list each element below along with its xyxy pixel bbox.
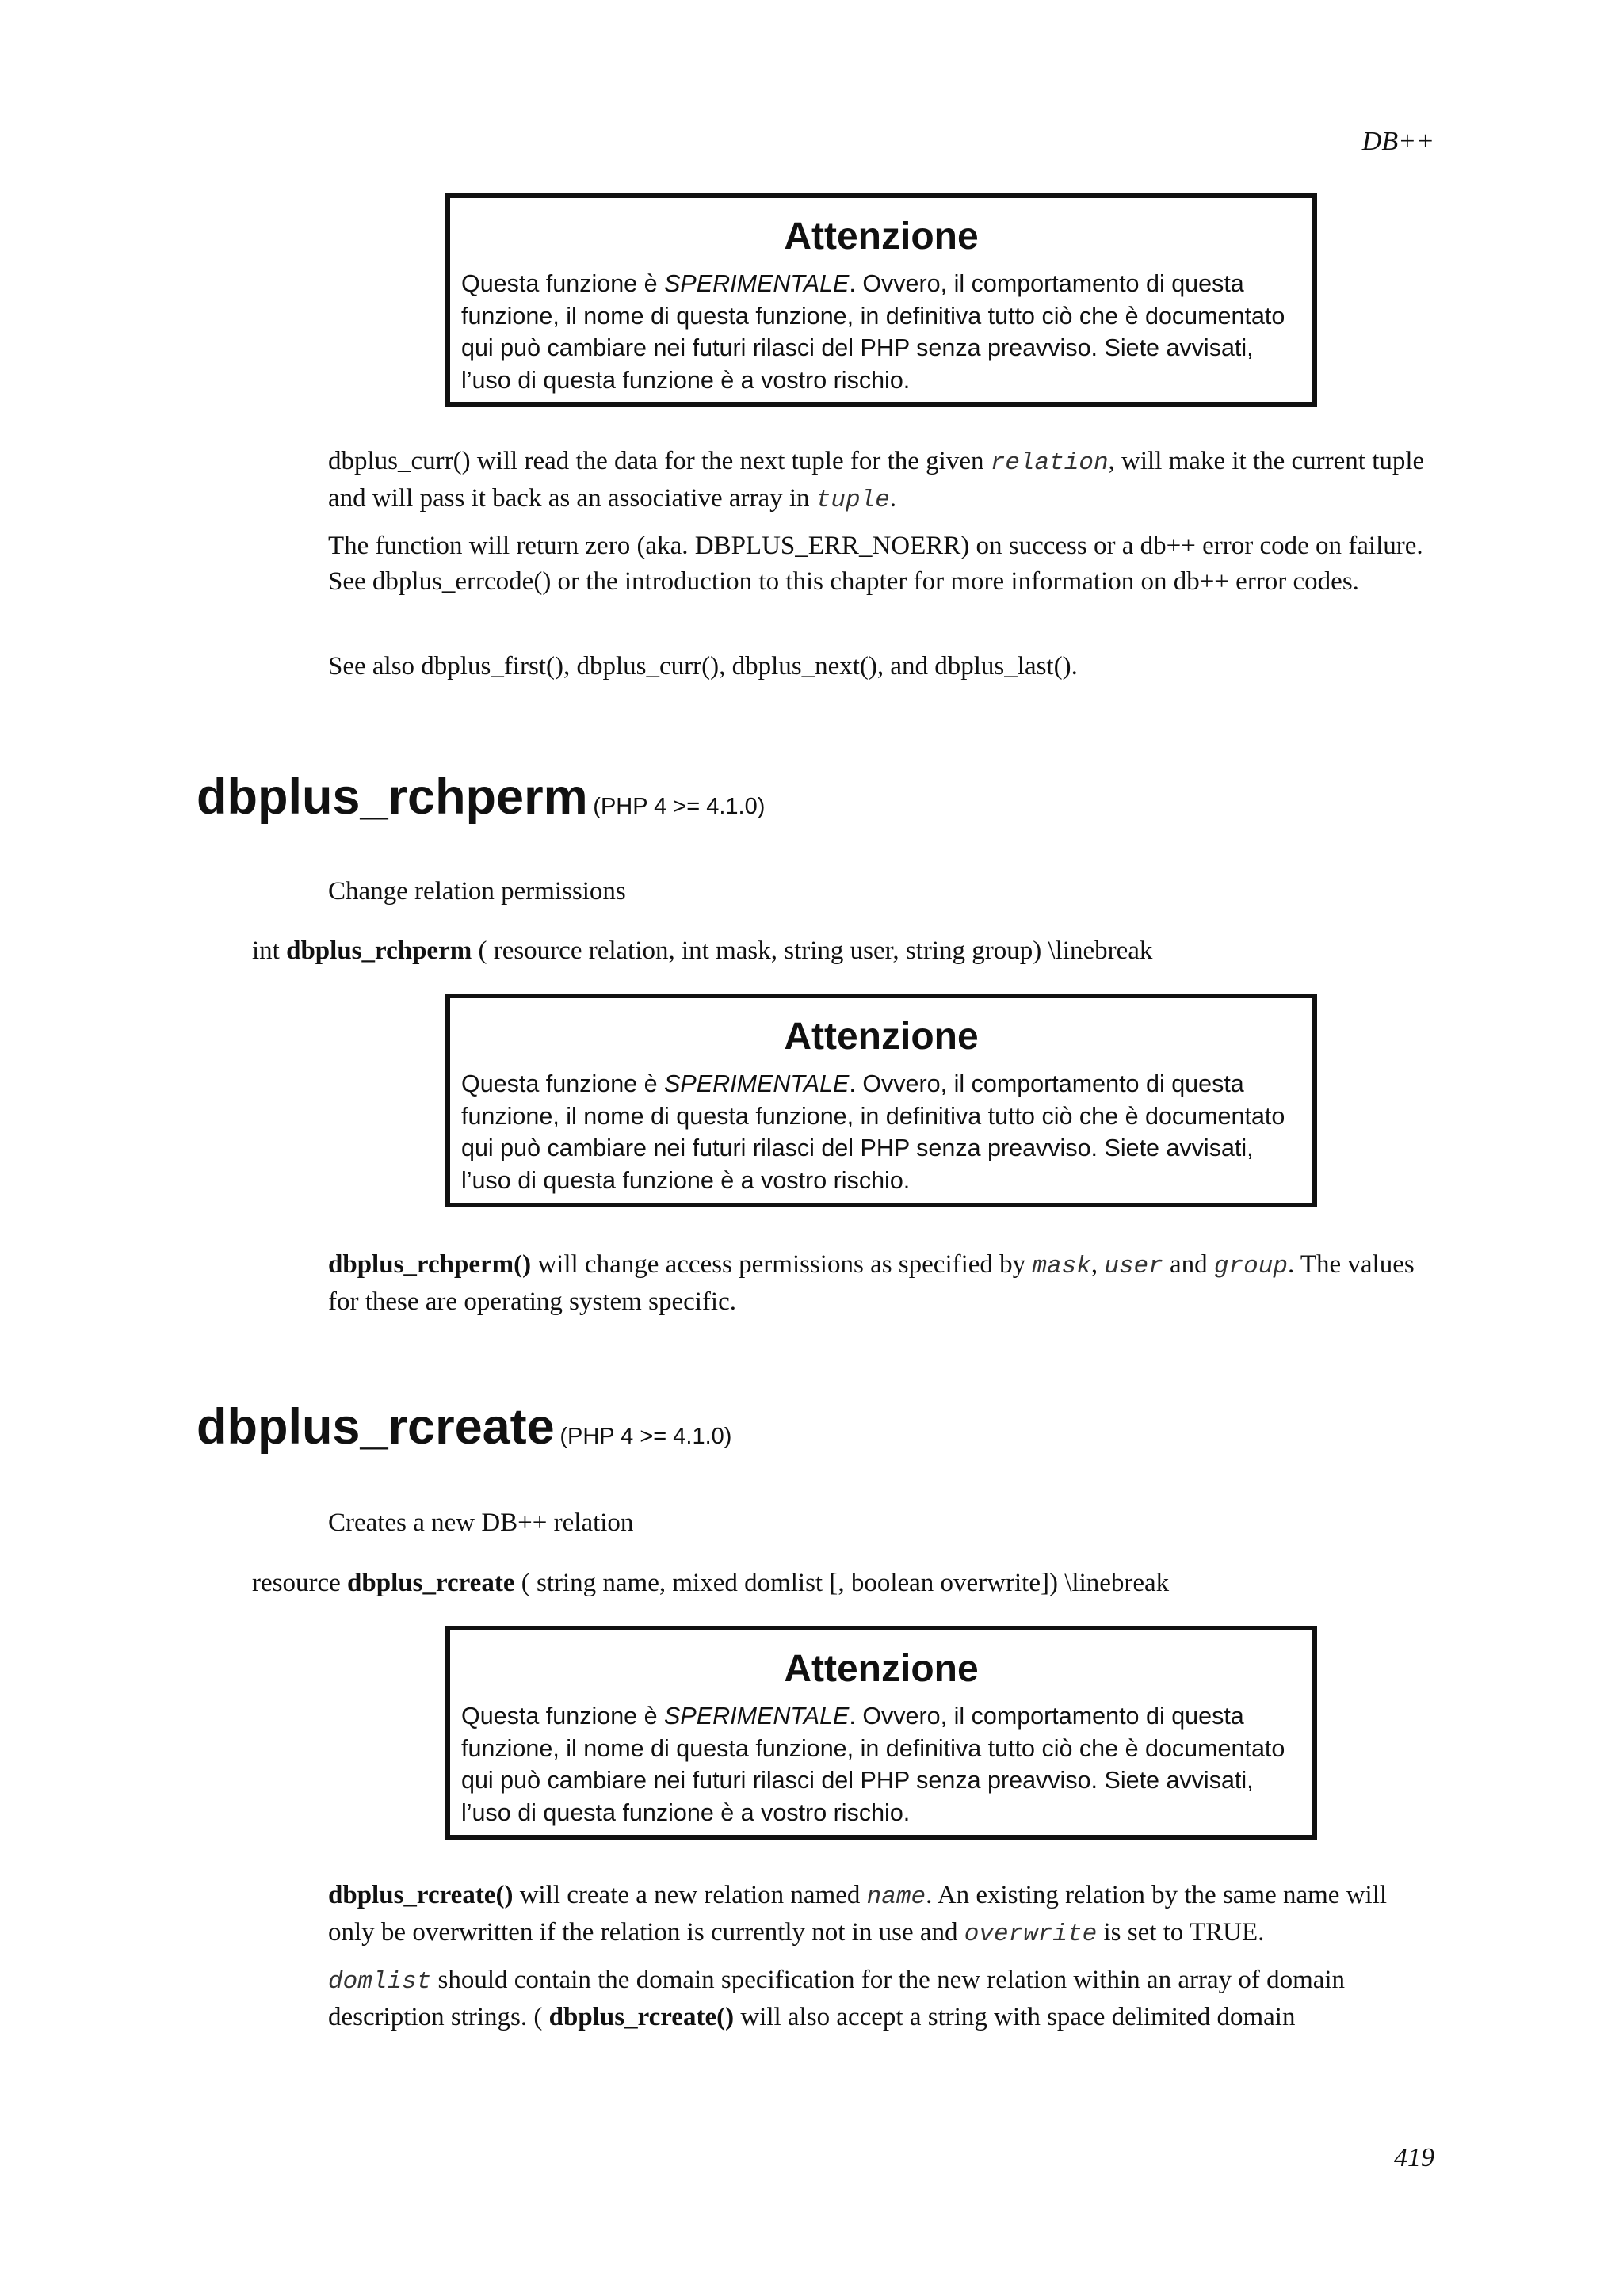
param-domlist: domlist [328,1968,432,1996]
rchperm-heading [197,769,765,826]
warning-text: Questa funzione è SPERIMENTALE. Ovvero, il comportamento di questa funzione, il nome di questa funzione, in definitiva tutto ciò che è documentato qui può cambiare nei futuri rilasci del PHP senza preavviso. Siete avvisati, l’uso di questa funzione è a vostro rischio. [461,270,1285,394]
rchperm-synopsis: int dbplus_rchperm ( resource relation, int mask, string user, string group) \linebreak [252,936,1153,965]
warning-box [445,1626,1317,1840]
rchperm-title: dbplus_rchperm [197,769,588,825]
curr-description: dbplus_curr() will read the data for the next tuple for the given relation, will make it the current tuple and will pass it back as an associative array in tuple. [328,447,1425,514]
param-overwrite: overwrite [964,1920,1098,1948]
curr-return-value: The function will return zero (aka. DBPLUS_ERR_NOERR) on success or a db++ error code on failure. See dbplus_errcode() or the introduction to this chapter for more information on db++ error codes. [328,532,1423,596]
page-number: 419 [1394,2143,1434,2172]
rcreate-heading [197,1398,731,1455]
param-user: user [1104,1253,1163,1280]
param-group: group [1213,1253,1288,1280]
warning-text: Questa funzione è SPERIMENTALE. Ovvero, il comportamento di questa funzione, il nome di questa funzione, in definitiva tutto ciò che è documentato qui può cambiare nei futuri rilasci del PHP senza preavviso. Siete avvisati, l’uso di questa funzione è a vostro rischio. [461,1703,1285,1826]
param-mask: mask [1032,1253,1091,1280]
param-relation: relation [990,449,1109,477]
rchperm-description: dbplus_rchperm() will change access permissions as specified by mask, user and group. The values for these are operating system specific. [328,1250,1415,1316]
rchperm-version: (PHP 4 >= 4.1.0) [593,794,766,819]
warning-title: Attenzione [784,1648,979,1690]
rcreate-version: (PHP 4 >= 4.1.0) [559,1424,732,1449]
warning-box [445,994,1317,1207]
param-name: name [866,1883,926,1911]
param-tuple: tuple [815,486,890,514]
rcreate-description: dbplus_rcreate() will create a new relation named name. An existing relation by the same name will only be overwritten if the relation is currently not in use and overwrite is set to TRUE. [328,1881,1388,1948]
warning-box [445,193,1317,407]
running-header: DB++ [1361,127,1434,156]
rcreate-synopsis: resource dbplus_rcreate ( string name, mixed domlist [, boolean overwrite]) \linebreak [252,1569,1170,1597]
curr-see-also: See also dbplus_first(), dbplus_curr(), dbplus_next(), and dbplus_last(). [328,652,1078,681]
warning-title: Attenzione [784,1016,979,1058]
rcreate-domlist-description: domlist should contain the domain specification for the new relation within an array of domain description strings. ( dbplus_rcreate() will also accept a string with space delimited domain [328,1966,1346,2031]
warning-title: Attenzione [784,215,979,257]
rcreate-title: dbplus_rcreate [197,1399,555,1455]
rcreate-purpose: Creates a new DB++ relation [328,1508,634,1537]
rchperm-purpose: Change relation permissions [328,877,626,906]
warning-text: Questa funzione è SPERIMENTALE. Ovvero, il comportamento di questa funzione, il nome di questa funzione, in definitiva tutto ciò che è documentato qui può cambiare nei futuri rilasci del PHP senza preavviso. Siete avvisati, l’uso di questa funzione è a vostro rischio. [461,1070,1285,1194]
